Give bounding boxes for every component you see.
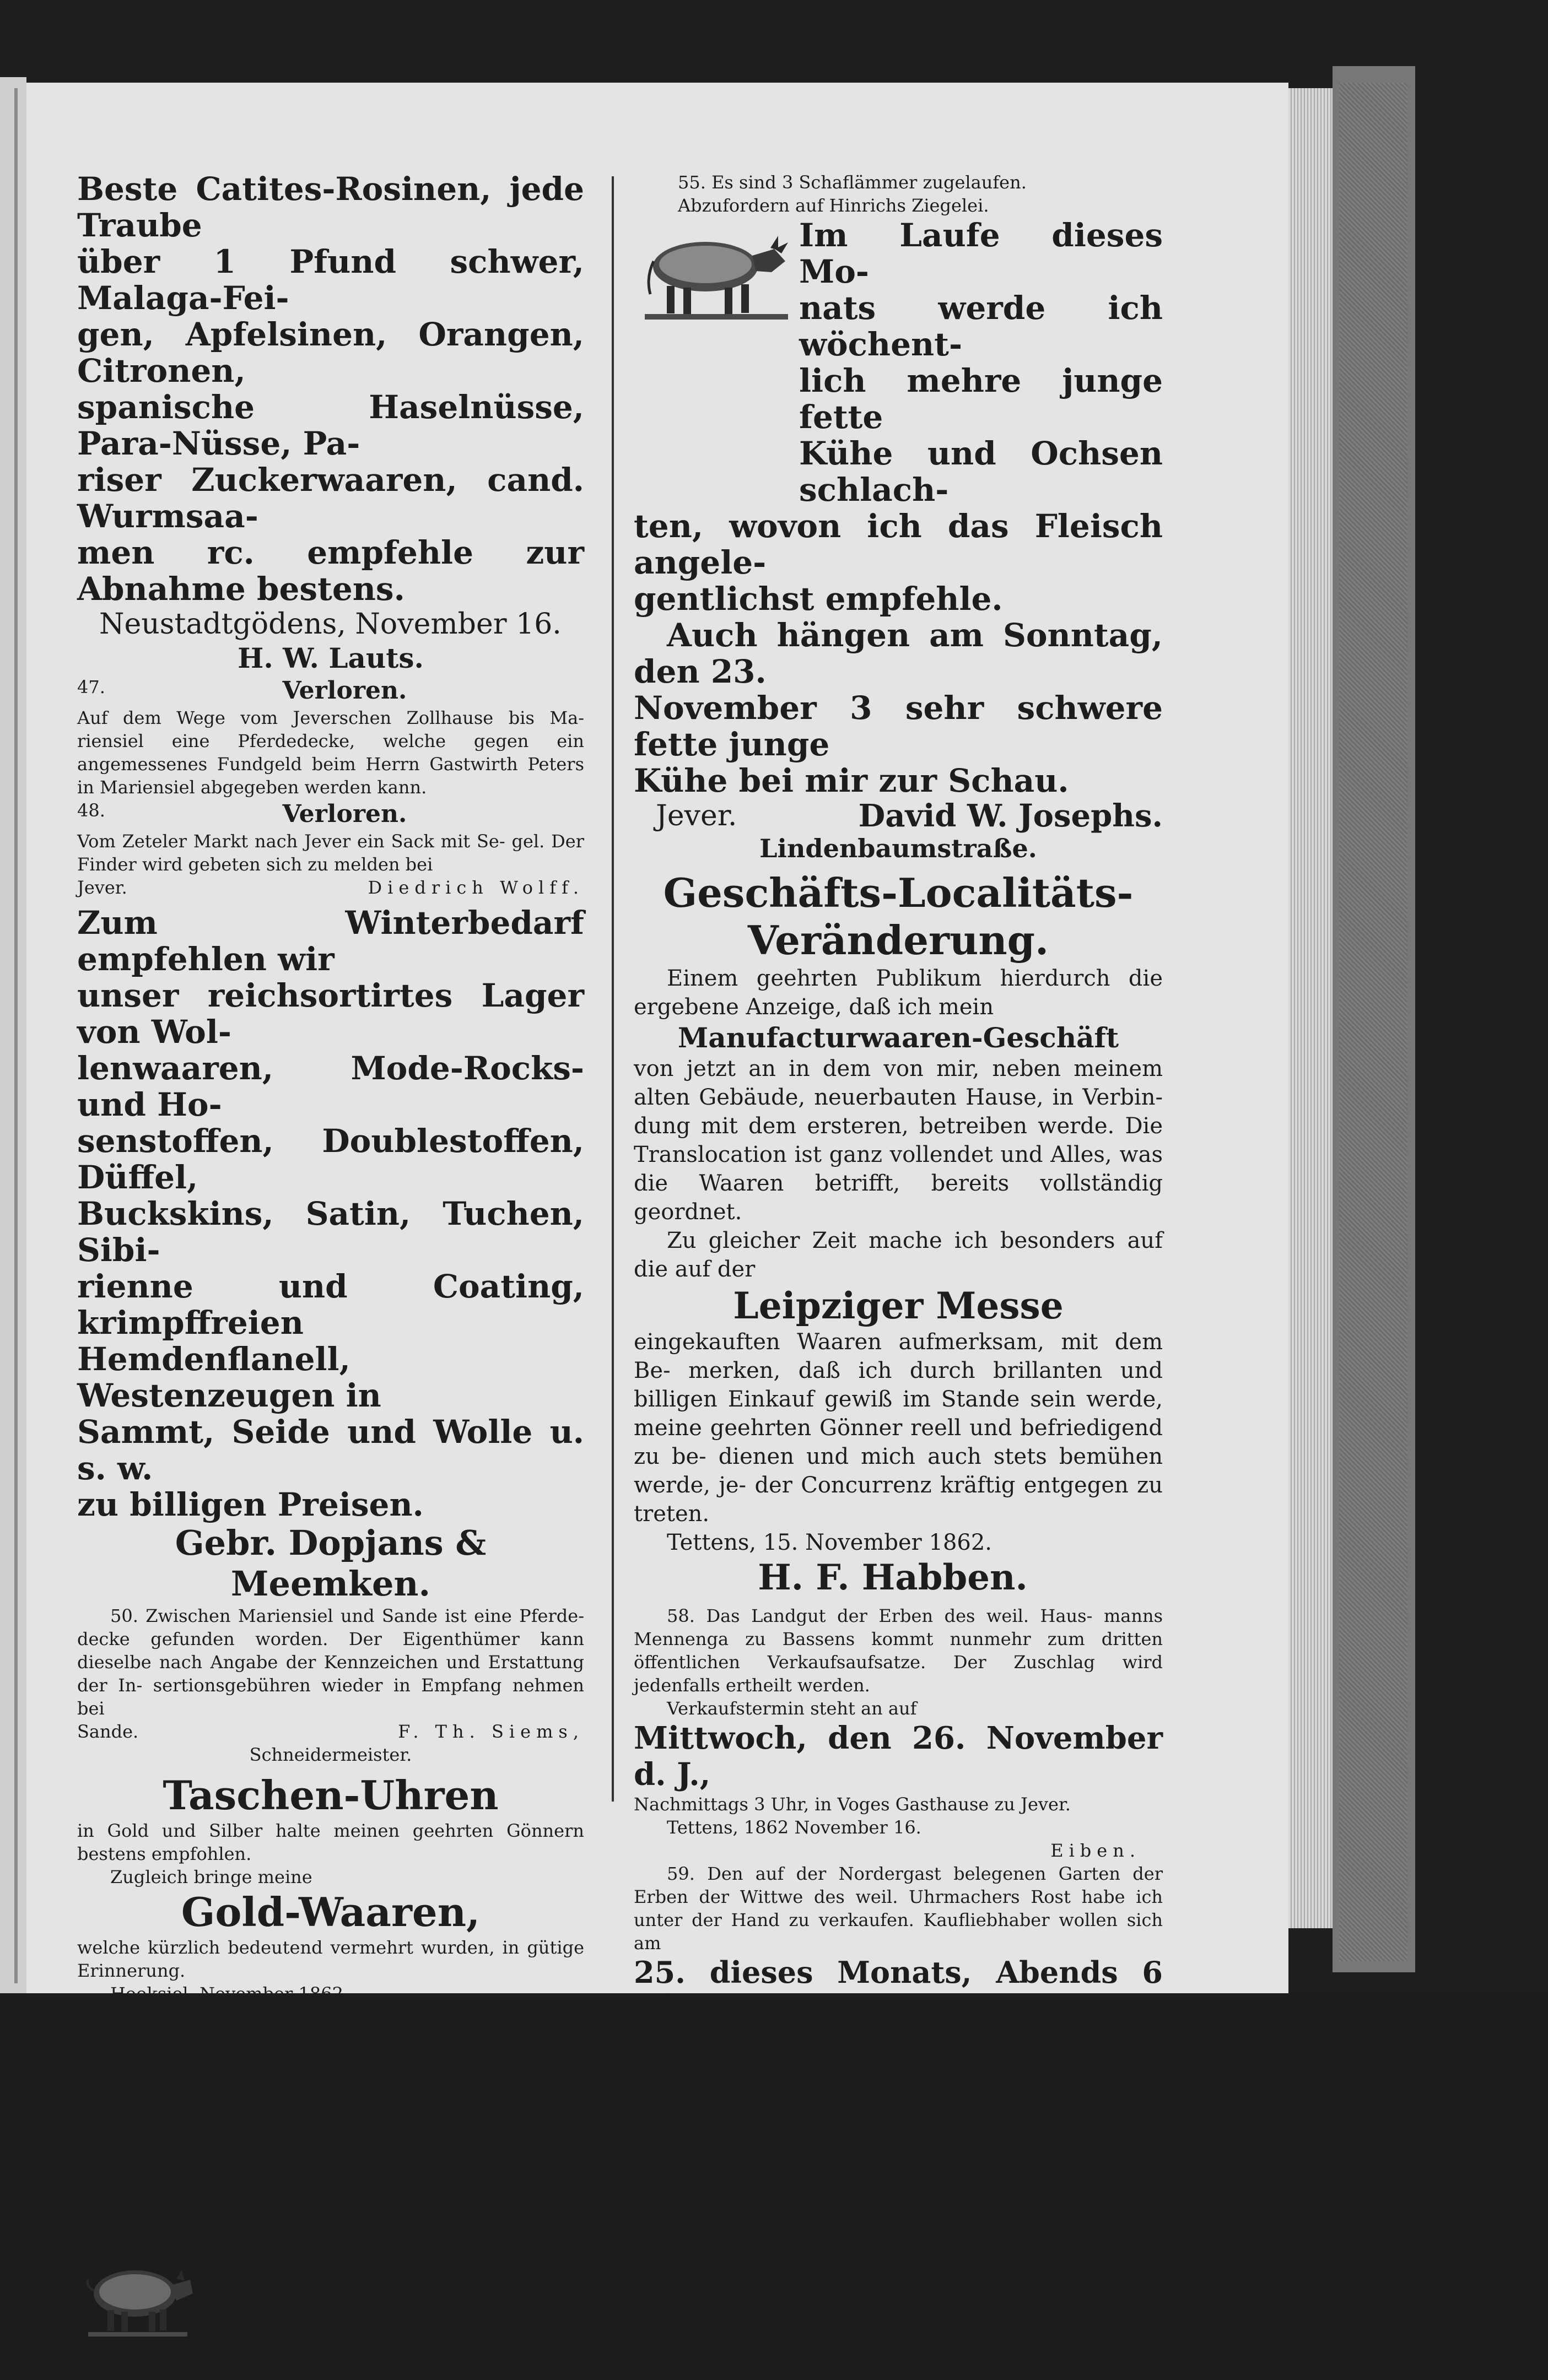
ad-body: Seit einigen Tagen wohne ich dem Herrn Kauf- mann Bachmann in der neuen Straße gegenüber. bbox=[77, 2069, 584, 2113]
ad-date: Mittwoch, den 26. November d. J., bbox=[634, 1720, 1163, 1793]
ad-date: 25. dieses Monats, Abends 6 Uhr, bbox=[634, 1955, 1163, 2025]
ad-text-line: unser reichsortirtes Lager von Wol- bbox=[77, 977, 584, 1051]
ad-text-line: Zum Winterbedarf empfehlen wir bbox=[77, 904, 584, 978]
ad-place-date: Hooksiel, November 1862. bbox=[110, 1983, 349, 2004]
ad-place: Sande. bbox=[77, 1721, 139, 1742]
ad-body: in des Hrn. D. König hieselbst Gasthause zum Contra- hiren einfinden. bbox=[634, 2026, 1163, 2070]
right-column bbox=[634, 171, 1163, 2187]
ad-name: F. Th. Siems, bbox=[398, 1721, 584, 1742]
ad-text-line: riser Zuckerwaaren, cand. Wurmsaa- bbox=[77, 461, 584, 535]
ad-title: Schneidermeister. bbox=[249, 1744, 412, 1765]
ad-body: Abzufordern auf Hinrichs Ziegelei. bbox=[678, 195, 989, 216]
ad-headline: Gold-Waaren, bbox=[181, 1889, 481, 1935]
ad-signature: David W. Josephs. bbox=[858, 798, 1163, 834]
ad-place-date: Tettens, 15. November 1862. bbox=[667, 1530, 993, 1555]
ad-body: 58. Das Landgut der Erben des weil. Haus- manns Mennenga zu Bassens kommt nunmehr zum dritten öffentlichen Verkaufsaufsatze. Der Zuschlag wird jedenfalls ertheilt werden. bbox=[634, 1605, 1163, 1696]
ad-heading: Verloren. bbox=[282, 800, 407, 828]
ad-body: Auch empfehle ich meinen Eber zum Decken der Mutterschweine. bbox=[204, 2312, 584, 2356]
ad-body: 53. Einen Baß (Cello) nebst Bogen und Futteral habe ich käuflich abzustehen. bbox=[77, 2167, 584, 2211]
ad-59 bbox=[634, 1862, 1163, 2095]
ad-name: C. A. Tiarks, bbox=[402, 2116, 584, 2136]
ad-name: Behrens, Rec. bbox=[945, 2073, 1141, 2094]
ad-name: Diedrich Wolff. bbox=[368, 877, 584, 898]
ad-text-line: Sammt, Seide und Wolle u. s. w. bbox=[77, 1413, 584, 1487]
ad-rosinen bbox=[77, 171, 584, 675]
ad-signature: Gebr. Dopjans & Meemken. bbox=[175, 1523, 487, 1604]
ad-text-line: Auch hängen am Sonntag, den 23. bbox=[634, 616, 1163, 690]
ad-body: welche kürzlich bedeutend vermehrt wurden, in gütige Erinnerung. bbox=[77, 1937, 584, 1981]
ad-body: Zu gleicher Zeit mache ich besonders auf die auf der bbox=[634, 1228, 1163, 1282]
ad-text-line: Kühe bei mir zur Schau. bbox=[634, 762, 1069, 799]
ad-body: von jetzt an in dem von mir, neben meinem alten Gebäude, neuerbauten Hause, in Verbin- dung mit dem ersteren, betreiben werde. Die Translocation ist ganz vollendet und Alles, was die Waaren betrifft, bereits vollständig geordnet. bbox=[634, 1056, 1163, 1225]
book-cover-texture bbox=[1339, 83, 1407, 1961]
ad-53 bbox=[77, 2166, 584, 2236]
ad-taschen-uhren bbox=[77, 1772, 584, 2035]
ad-place: Jever. bbox=[77, 877, 127, 898]
ad-text-line: über 1 Pfund schwer, Malaga-Fei- bbox=[77, 243, 584, 317]
ad-cow bbox=[634, 217, 1163, 864]
previous-page-edge bbox=[0, 77, 26, 1993]
ad-text-line: senstoffen, Doublestoffen, Düffel, bbox=[77, 1122, 584, 1196]
cow-icon bbox=[634, 217, 799, 327]
ad-48 bbox=[77, 799, 584, 899]
ad-place-date: Neustadtgödens, November 16. bbox=[99, 608, 562, 641]
ad-58 bbox=[634, 1604, 1163, 1862]
ad-number: 48. bbox=[77, 800, 105, 821]
ad-name: Eiben. bbox=[1050, 1840, 1141, 1861]
ad-60 bbox=[634, 2095, 1163, 2187]
ad-text-line: Kühe und Ochsen schlach- bbox=[799, 435, 1163, 509]
ad-body: Auf dem Wege vom Jeverschen Zollhause bis Ma- riensiel eine Pferdedecke, welche gegen ein angemessenes Fundgeld beim Herrn Gastwirth Peters in Mariensiel abgegeben werden kann. bbox=[77, 707, 584, 798]
ad-body: Verkaufstermin steht an auf bbox=[667, 1698, 917, 1719]
ad-47 bbox=[77, 675, 584, 799]
ad-shop-name: Manufacturwaaren-Geschäft bbox=[677, 1021, 1119, 1054]
page-stack-edge bbox=[1288, 88, 1333, 1928]
ad-place: Jever. bbox=[656, 2073, 706, 2094]
ad-heading: Verloren. bbox=[282, 677, 407, 705]
ad-text-line: Beste Catites-Rosinen, jede Traube bbox=[77, 170, 584, 244]
ad-body: Vom Zeteler Markt nach Jever ein Sack mit Se- gel. Der Finder wird gebeten sich zu melden bei bbox=[77, 831, 584, 875]
ad-body: Zugleich bringe meine bbox=[110, 1867, 312, 1887]
ad-text-line: Hemdenflanell, Westenzeugen in bbox=[77, 1340, 381, 1414]
ad-text-line: lenwaaren, Mode-Rocks- und Ho- bbox=[77, 1050, 584, 1123]
ad-name: Diedrich Gerken. bbox=[342, 2214, 584, 2235]
ad-place-date: Tettens, 1862 November 16. bbox=[667, 1817, 921, 1838]
ad-body: 60. Echten Dr. Lutzschen homöop. Gesundheits- Caffee aus der Fabrik von Krause u. Co. in Nordhausen gebe ich in frischer Waare stets zeitgemäß billigst ab. bbox=[634, 2096, 1163, 2163]
ad-text-line: men rc. empfehle zur Abnahme bestens. bbox=[77, 534, 584, 608]
ad-heading: Wohnungs-Veränderung. bbox=[148, 2036, 514, 2067]
ad-text-line: spanische Haselnüsse, Para-Nüsse, Pa- bbox=[77, 388, 584, 462]
ad-55 bbox=[634, 171, 1163, 217]
ad-body: in Gold und Silber halte meinen geehrten Gönnern bestens empfohlen. bbox=[77, 1820, 584, 1864]
ad-headline: Veränderung. bbox=[747, 917, 1049, 964]
ad-wohnung bbox=[77, 2035, 584, 2161]
ad-text-line: Buckskins, Satin, Tuchen, Sibi- bbox=[77, 1195, 584, 1269]
ad-body: Nachmittags 3 Uhr, in Voges Gasthause zu Jever. bbox=[634, 1794, 1071, 1815]
ad-geschaeft bbox=[634, 869, 1163, 1599]
ad-title: Zinngießer. bbox=[335, 2139, 437, 2160]
ad-headline: Leipziger Messe bbox=[733, 1284, 1064, 1327]
ad-body: 54. Acht Schweine, darunter zwei Mutterschweine mit 16 Ferkeln, habe ich käuflich abzustehen. bbox=[204, 2242, 584, 2309]
binding-gutter bbox=[14, 88, 18, 1983]
ad-place: Sillenstede. bbox=[88, 2358, 193, 2379]
pig-icon bbox=[77, 2241, 198, 2346]
ad-signature: H. F. Habben. bbox=[758, 1557, 1028, 1598]
ad-name: Heinrich Cornelius Hespen. bbox=[278, 2358, 584, 2379]
ad-body: eingekauften Waaren aufmerksam, mit dem Be- merken, daß ich durch brillanten und billigen Einkauf gewiß im Stande sein werde, meine geehrten Gönner reell und befriedigend zu be- dienen und mich auch stets bemühen werde, je- der Concurrenz kräftig entgegen zu treten. bbox=[634, 1329, 1163, 1527]
ad-text-line: gen, Apfelsinen, Orangen, Citronen, bbox=[77, 316, 584, 390]
ad-place: Jever. bbox=[88, 2116, 138, 2136]
ad-number: 47. bbox=[77, 677, 105, 697]
ad-text-line: November 3 sehr schwere fette junge bbox=[634, 689, 1163, 763]
ad-text-line: gentlichst empfehle. bbox=[634, 580, 1003, 618]
ad-text-line: zu billigen Preisen. bbox=[77, 1486, 424, 1523]
ad-50 bbox=[77, 1604, 584, 1766]
ad-place: Jever. bbox=[656, 2165, 706, 2186]
ad-body: 55. Es sind 3 Schaflämmer zugelaufen. bbox=[678, 172, 1027, 193]
ad-winterbedarf bbox=[77, 905, 584, 1604]
ad-signature: M. A. Krüger. bbox=[239, 2006, 422, 2034]
column-divider bbox=[612, 176, 614, 1802]
ad-54 bbox=[77, 2241, 584, 2380]
ad-body: 59. Den auf der Nordergast belegenen Garten der Erben der Wittwe des weil. Uhrmachers Rost habe ich unter der Hand zu verkaufen. Kaufliebhaber wollen sich am bbox=[634, 1863, 1163, 1954]
ad-text-line: lich mehre junge fette bbox=[799, 362, 1163, 436]
ad-body: 50. Zwischen Mariensiel und Sande ist eine Pferde- decke gefunden worden. Der Eigenthümer kann dieselbe nach Angabe der Kennzeichen und Erstattung der In- sertionsgebühren wieder in Empfang nehmen bei bbox=[77, 1605, 584, 1719]
ad-body: Einem geehrten Publikum hierdurch die ergebene Anzeige, daß ich mein bbox=[634, 966, 1163, 1020]
ad-headline: Geschäfts-Localitäts- bbox=[663, 869, 1134, 916]
ad-name: K. H. Mehrtens. bbox=[915, 2165, 1141, 2186]
ad-text-line: rienne und Coating, krimpffreien bbox=[77, 1268, 584, 1342]
ad-place: Jever. bbox=[656, 799, 737, 832]
ad-text-line: Im Laufe dieses Mo- bbox=[799, 217, 1163, 290]
ad-signature: H. W. Lauts. bbox=[238, 642, 424, 674]
ad-headline: Taschen-Uhren bbox=[163, 1772, 499, 1819]
left-column bbox=[77, 171, 584, 2380]
ad-street: Lindenbaumstraße. bbox=[759, 834, 1037, 863]
ad-place: Wiefels. bbox=[88, 2214, 160, 2235]
ad-text-line: ten, wovon ich das Fleisch angele- bbox=[634, 507, 1163, 581]
ad-text-line: nats werde ich wöchent- bbox=[799, 289, 1163, 363]
